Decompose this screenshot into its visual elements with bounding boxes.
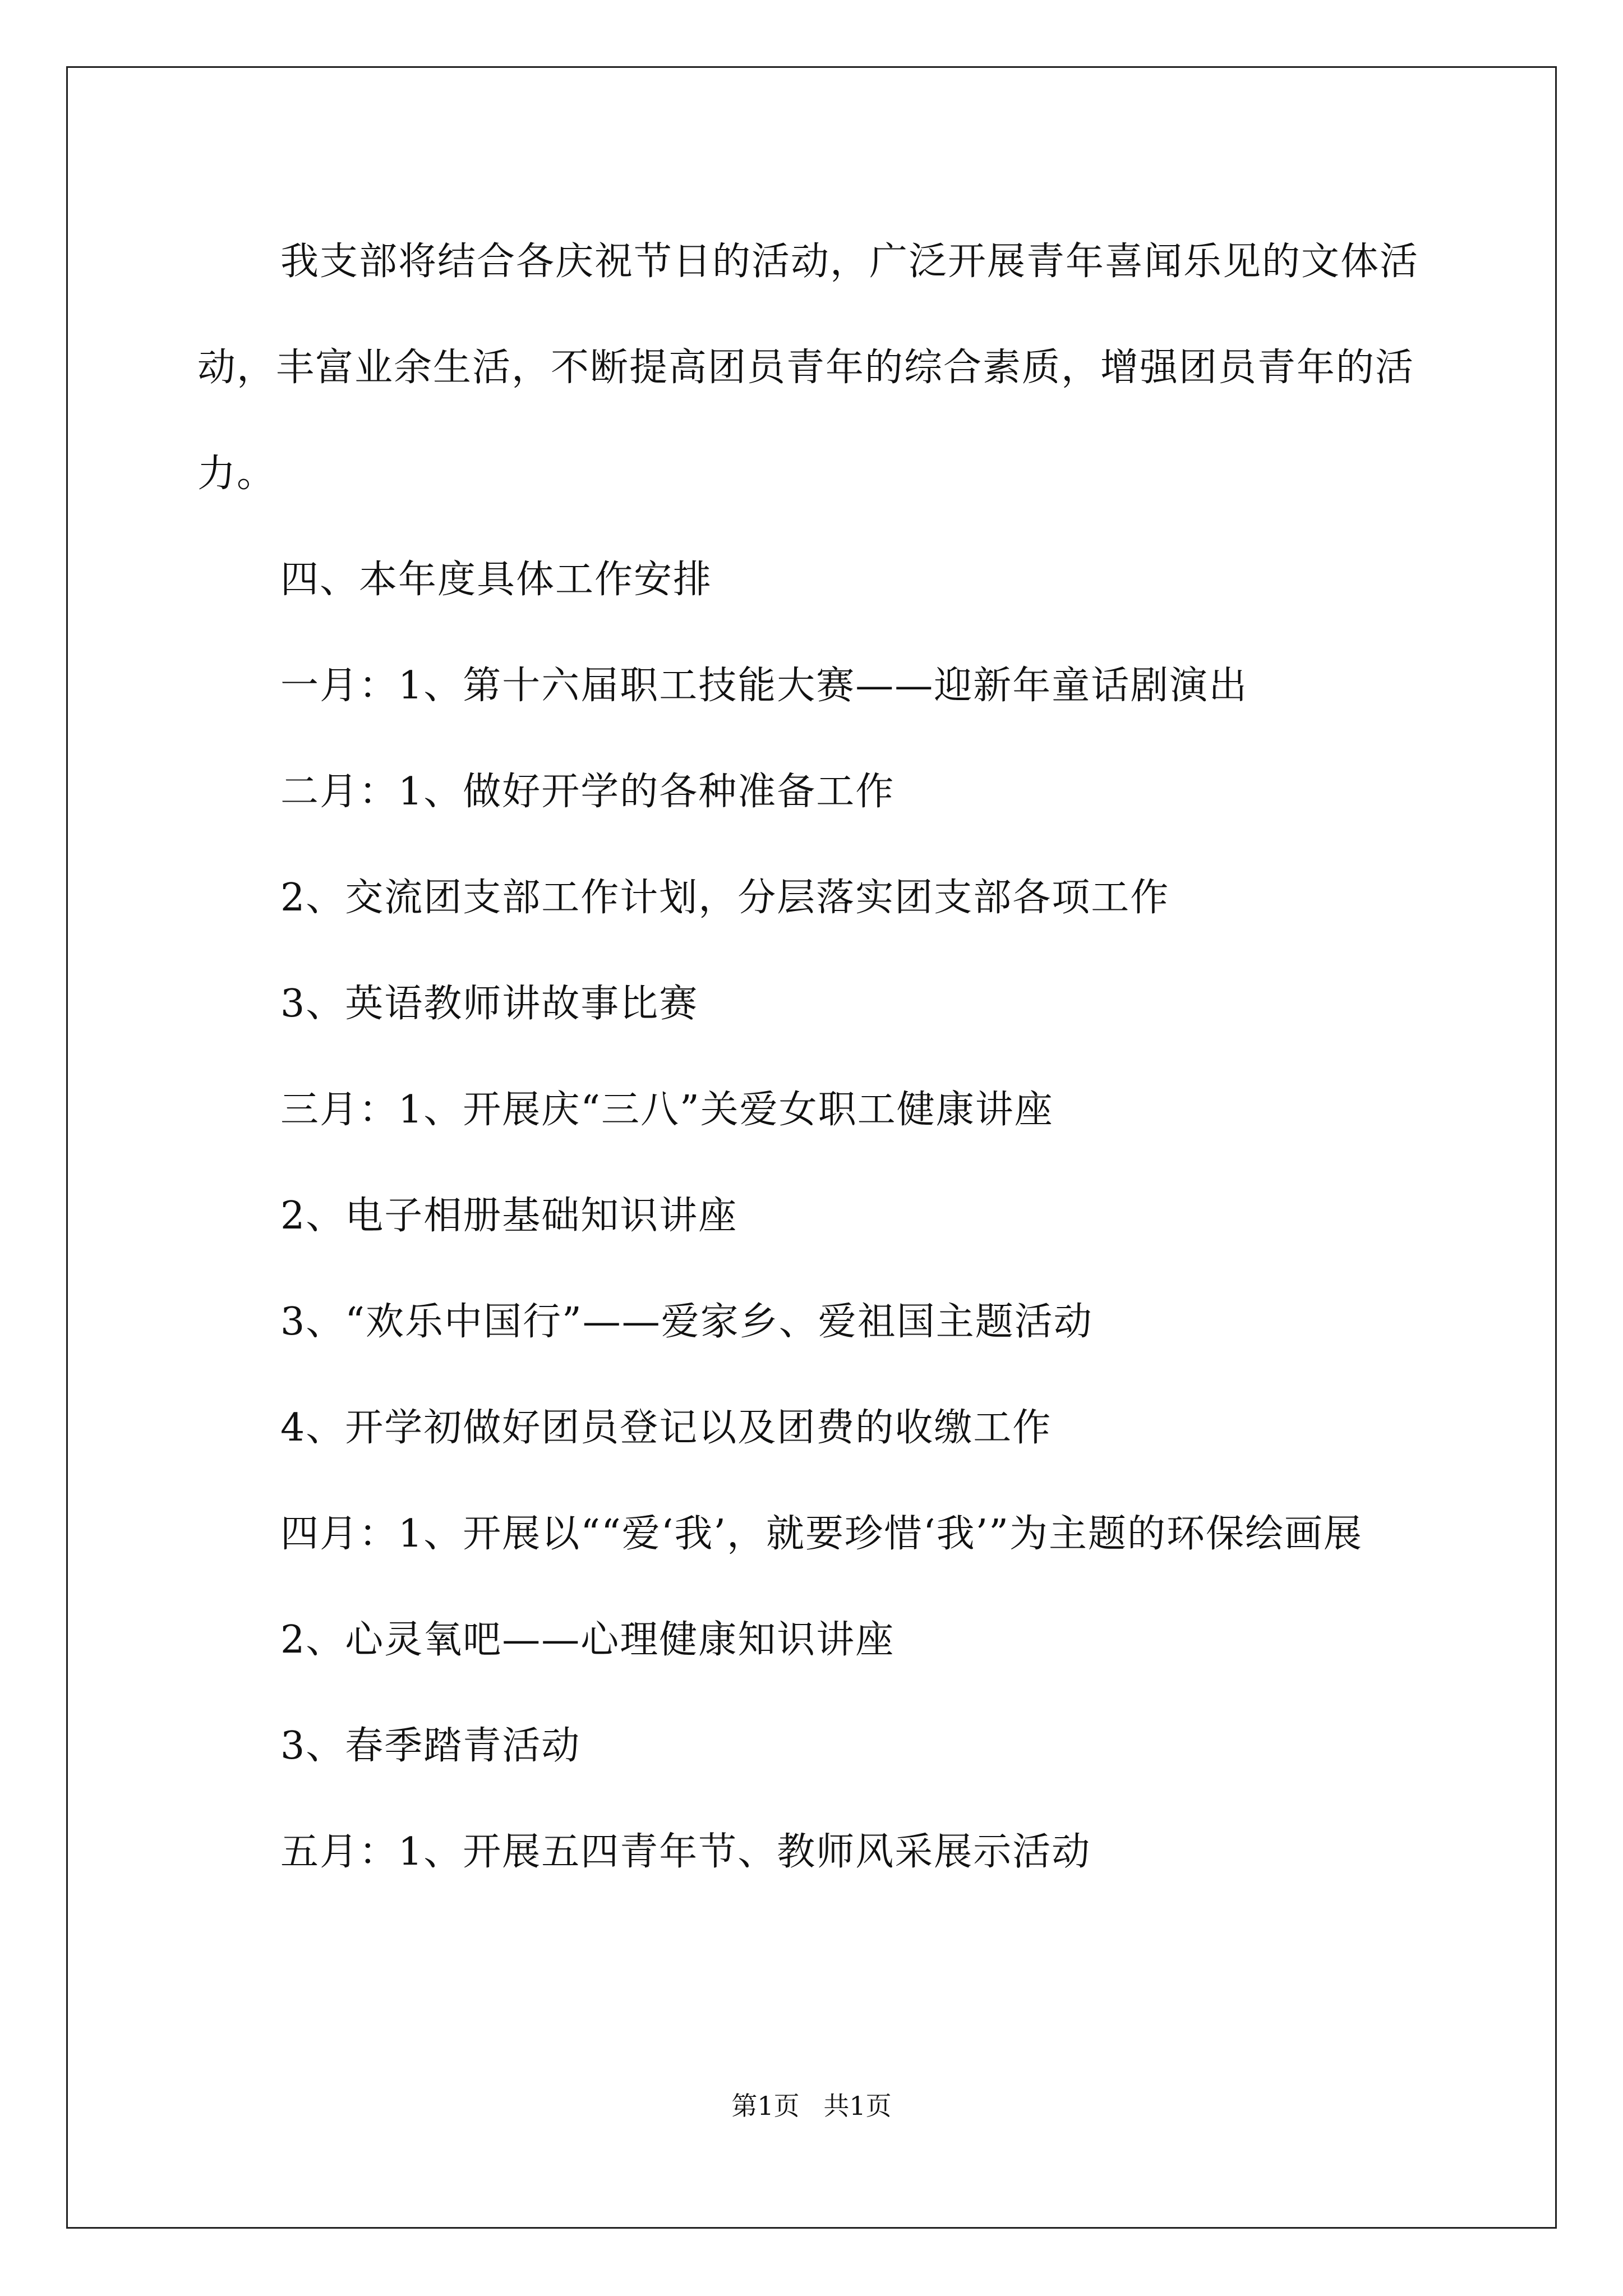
page-footer bbox=[0, 2086, 1623, 2123]
page-number: 第1页 bbox=[731, 2091, 800, 2121]
paragraph: 3、春季踏青活动 bbox=[280, 1724, 581, 1768]
paragraph: 3、“欢乐中国行”——爱家乡、爱祖国主题活动 bbox=[280, 1300, 1093, 1344]
paragraph: 2、电子相册基础知识讲座 bbox=[280, 1194, 738, 1238]
paragraph: 四月：1、开展以““爱‘我’，就要珍惜‘我’”为主题的环保绘画展 bbox=[280, 1512, 1363, 1556]
paragraph: 二月：1、做好开学的各种准备工作 bbox=[280, 770, 895, 814]
paragraph: 一月：1、第十六届职工技能大赛——迎新年童话剧演出 bbox=[280, 664, 1248, 708]
page-total: 共1页 bbox=[823, 2091, 892, 2121]
paragraph: 2、交流团支部工作计划，分层落实团支部各项工作 bbox=[280, 876, 1170, 920]
document-body bbox=[197, 209, 1431, 1905]
paragraph: 2、心灵氧吧——心理健康知识讲座 bbox=[280, 1618, 895, 1662]
paragraph: 我支部将结合各庆祝节日的活动，广泛开展青年喜闻乐见的文体活动，丰富业余生活，不断提高团员青年的综合素质，增强团员青年的活力。 bbox=[197, 240, 1419, 496]
paragraph: 三月：1、开展庆“三八”关爱女职工健康讲座 bbox=[280, 1088, 1054, 1132]
paragraph: 3、英语教师讲故事比赛 bbox=[280, 982, 699, 1026]
paragraph: 4、开学初做好团员登记以及团费的收缴工作 bbox=[280, 1406, 1052, 1450]
paragraph: 五月：1、开展五四青年节、教师风采展示活动 bbox=[280, 1830, 1091, 1874]
section-heading: 四、本年度具体工作安排 bbox=[280, 558, 713, 602]
